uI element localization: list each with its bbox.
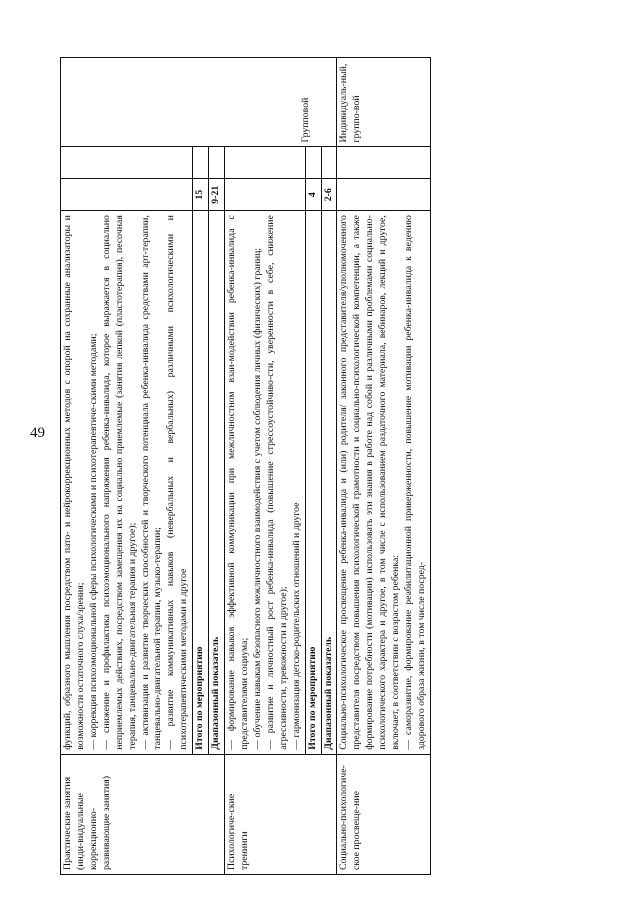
- table-row: [225, 58, 306, 875]
- content-paragraph: функций, образного мышления посредством пато- и нейрокоррекционных методов с опорой на сохранные анализаторы и возможности остаточного слуха/зрения;: [62, 215, 86, 750]
- total-label: Итого по мероприятию: [305, 211, 321, 755]
- content-paragraph: — гармонизация детско-родительских отношений и другое: [290, 502, 302, 750]
- total-label: Итого по мероприятию: [193, 211, 209, 755]
- table-row: [61, 58, 193, 875]
- table-row: [337, 58, 430, 875]
- content-paragraph: — снижение и профилактика психоэмоционального напряжения ребенка-инвалида, которое выражается в социально неприемлемых действиях, посредством замещения их на социально приемлемые (занятия лепкой (пластотерапия), песочная терапия, танцевально-двигательная терапия и другое);: [100, 215, 138, 750]
- extra-cell: [61, 147, 193, 179]
- event-content-cell: [225, 211, 306, 755]
- content-paragraph: — саморазвитие, формирование реабилитационной приверженности, повышение мотивации ребенка-инвалида к ведению здорового образа жизни, в том числе посред-: [403, 215, 427, 750]
- form-cell: Индивидуаль-ный, группо-вой: [337, 58, 430, 147]
- content-paragraph: Социально-психологическое просвещение ребенка-инвалида и (или) родителя/ законного представителя/уполномоченного представителя посредством повышения психологической грамотности и социально-психологической компетенции, а также формирование потребности (мотивации) использовать эти знания в работе над собой и различными проблемами социально-психологического характера и другое, в том числе с использованием раздаточного материала, вебинаров, лекций и другое, включает, в соответствии с возрастом ребенка:: [338, 215, 402, 750]
- range-value: 2-6: [321, 179, 337, 211]
- rehabilitation-table: [60, 57, 431, 875]
- content-paragraph: — коррекция психоэмоциональной сферы психологическими и психотерапевтиче-скими методами;: [87, 333, 99, 750]
- total-value: 4: [305, 179, 321, 211]
- count-cell: [225, 179, 306, 211]
- total-value: 15: [193, 179, 209, 211]
- count-cell: [61, 179, 193, 211]
- range-label: Диапазонный показатель: [209, 211, 225, 755]
- event-content-cell: [337, 211, 430, 755]
- content-paragraph: — развитие и личностный рост ребенка-инвалида (повышение стрессоустойчиво-сти, уверенности в себе, снижение агрессивности, тревожности и другое);: [264, 215, 289, 750]
- content-paragraph: — формирование навыков эффективной коммуникации при межличностном взаи-модействии ребенка-инвалида с представителями социума;: [226, 215, 250, 750]
- form-cell: [61, 58, 337, 147]
- table-row: [193, 58, 209, 875]
- content-paragraph: — обучение навыкам безопасного межличностного взаимодействия с учетом соблюдения личных (физических) границ;: [251, 247, 263, 750]
- table-row: [305, 58, 321, 875]
- event-name-cell: Социально-психологиче-ское просвеще-ние: [337, 754, 430, 874]
- extra-cell: [321, 147, 337, 179]
- page-number: 49: [30, 425, 45, 441]
- table-row: [321, 58, 337, 875]
- extra-cell: [209, 147, 225, 179]
- event-name-cell: Психологиче-ские тренинги: [225, 754, 337, 874]
- table-row: [209, 58, 225, 875]
- range-label: Диапазонный показатель: [321, 211, 337, 755]
- count-cell: [337, 179, 430, 211]
- content-paragraph: — развитие коммуникативных навыков (невербальных и вербальных) различными психологическими и психотерапевтическими методами и другое: [165, 215, 190, 750]
- extra-cell: [193, 147, 209, 179]
- extra-cell: [305, 147, 321, 179]
- range-value: 9-21: [209, 179, 225, 211]
- content-paragraph: — активизация и развитие творческих способностей и творческого потенциала ребенка-инвалида средствами арт-терапии, танцевально-двигательной терапии, музыко-терапии;: [139, 215, 164, 750]
- extra-cell: [337, 147, 430, 179]
- event-name-cell: Практические занятия (инди-видуальные коррекционно-развивающие занятия): [61, 754, 225, 874]
- extra-cell: [225, 147, 306, 179]
- form-label: Групповой: [300, 97, 311, 143]
- event-content-cell: [61, 211, 193, 755]
